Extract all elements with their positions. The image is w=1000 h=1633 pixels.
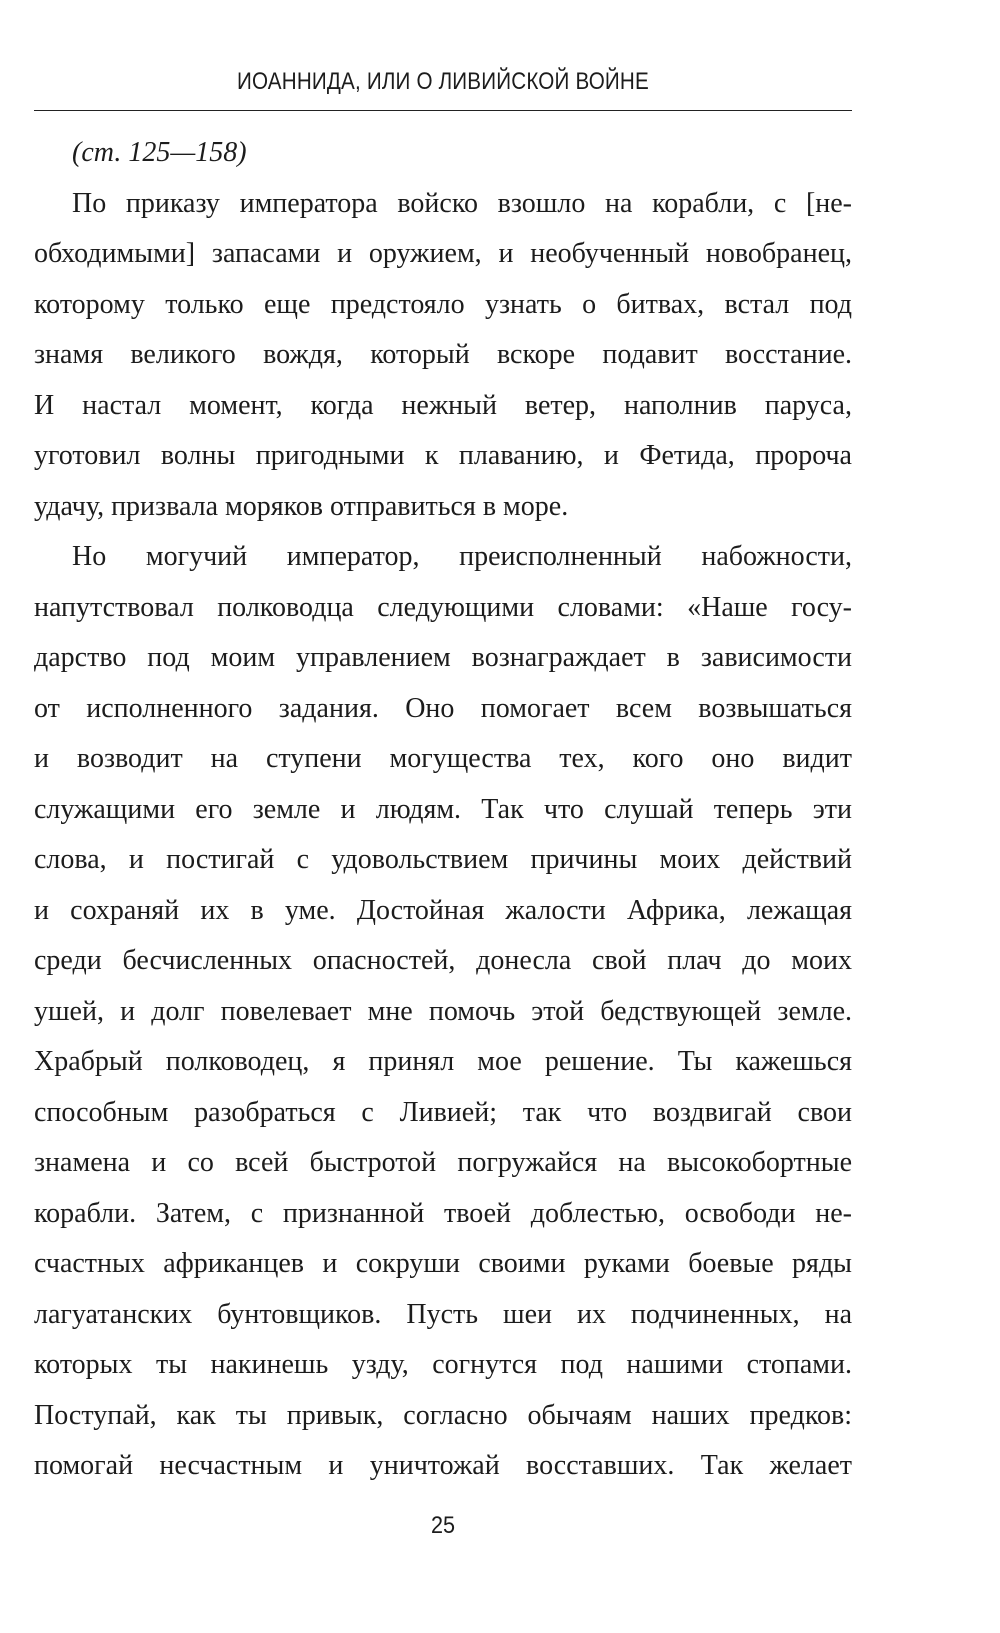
paragraph-2 (34, 532, 852, 1492)
text-line: обходимыми] запасами и оружием, и необученный новобранец, (34, 238, 852, 269)
text-line: и возводит на ступени могущества тех, кого оно видит (34, 743, 852, 774)
text-line: знамя великого вождя, который вскоре подавит восстание. (34, 339, 852, 370)
text-line: Храбрый полководец, я принял мое решение. Ты кажешься (34, 1046, 852, 1077)
body-text (34, 128, 852, 1492)
text-line: Поступай, как ты привык, согласно обычаям наших предков: (34, 1399, 852, 1431)
text-line: лагуатанских бунтовщиков. Пусть шеи их подчиненных, на (34, 1298, 852, 1330)
text-line: удачу, призвала моряков отправиться в море. (34, 490, 569, 522)
text-line: ушей, и долг повелевает мне помочь этой бедствующей земле. (34, 995, 852, 1027)
text-line: слова, и постигай с удовольствием причины моих действий (34, 844, 852, 875)
text-line: По приказу императора войско взошло на корабли, с [не- (72, 187, 852, 219)
page-number: 25 (430, 1512, 456, 1539)
text-line: которых ты накинешь узду, согнутся под нашими стопами. (34, 1349, 852, 1380)
text-line: напутствовал полководца следующими словами: «Наше госу- (34, 591, 852, 623)
text-line: Но могучий император, преисполненный набожности, (72, 541, 852, 572)
text-line: которому только еще предстояло узнать о битвах, встал под (34, 288, 852, 320)
text-line: корабли. Затем, с признанной твоей доблестью, освободи не- (34, 1197, 852, 1229)
paragraph-1 (34, 179, 852, 533)
header-rule (34, 110, 852, 111)
text-line: счастных африканцев и сокруши своими руками боевые ряды (34, 1248, 852, 1279)
text-line: И настал момент, когда нежный ветер, наполнив паруса, (34, 389, 852, 421)
running-head: ИОАННИДА, ИЛИ О ЛИВИЙСКОЙ ВОЙНЕ (237, 68, 649, 95)
text-line: от исполненного задания. Оно помогает всем возвышаться (34, 692, 852, 724)
text-line: помогай несчастным и уничтожай восставших. Так желает (34, 1450, 852, 1481)
text-line: уготовил волны пригодными к плаванию, и Фетида, пророча (34, 440, 852, 471)
text-line: среди бесчисленных опасностей, донесла свой плач до моих (34, 945, 852, 976)
text-line: и сохраняй их в уме. Достойная жалости Африка, лежащая (34, 894, 852, 926)
text-line: дарство под моим управлением вознаграждает в зависимости (34, 642, 852, 673)
text-line: служащими его земле и людям. Так что слушай теперь эти (34, 793, 852, 825)
text-line: способным разобраться с Ливией; так что воздвигай свои (34, 1096, 852, 1128)
section-reference: (ст. 125—158) (72, 137, 247, 168)
text-line: знамена и со всей быстротой погружайся на высокобортные (34, 1147, 852, 1178)
